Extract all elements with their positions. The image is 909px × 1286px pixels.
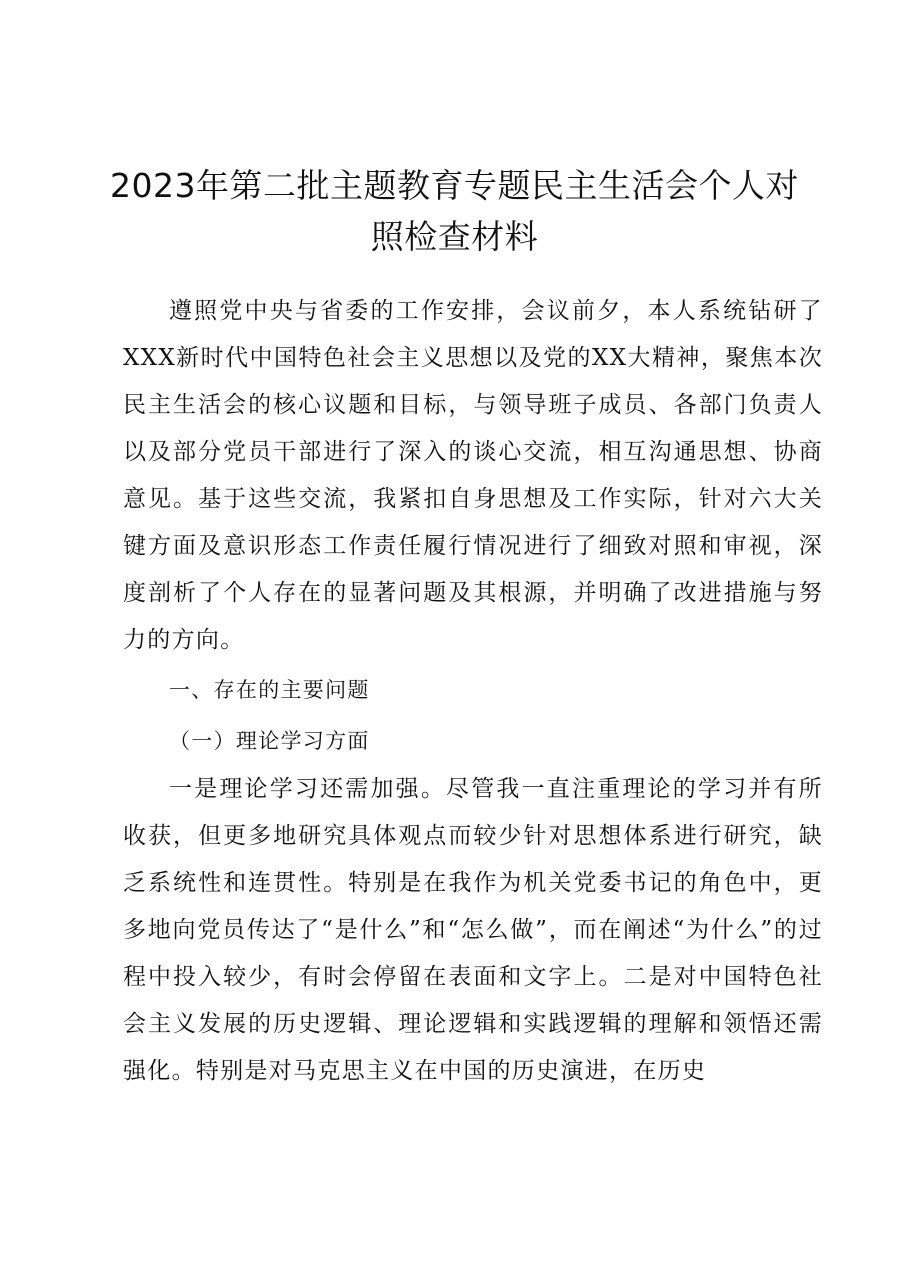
intro-paragraph: 遵照党中央与省委的工作安排，会议前夕，本人系统钻研了XXX新时代中国特色社会主义思想以及党的XX大精神，聚焦本次民主生活会的核心议题和目标，与领导班子成员、各部门负责人以及部分党员干部进行了深入的谈心交流，相互沟通思想、协商意见。基于这些交流，我紧扣自身思想及工作实际，针对六大关键方面及意识形态工作责任履行情况进行了细致对照和审视，深度剖析了个人存在的显著问题及其根源，并明确了改进措施与努力的方向。 xyxy=(123,298,823,653)
section-heading: 一、存在的主要问题 xyxy=(169,678,370,702)
title-line-1: 2023年第二批主题教育专题民主生活会个人对 xyxy=(110,166,799,205)
document-title xyxy=(100,160,809,262)
title-line-2: 照检查材料 xyxy=(370,217,539,256)
subsection-paragraph: 一是理论学习还需加强。尽管我一直注重理论的学习并有所收获，但更多地研究具体观点而较少针对思想体系进行研究，缺乏系统性和连贯性。特别是在我作为机关党委书记的角色中，更多地向党员传达了“是什么”和“怎么做”，而在阐述“为什么”的过程中投入较少，有时会停留在表面和文字上。二是对中国特色社会主义发展的历史逻辑、理论逻辑和实践逻辑的理解和领悟还需强化。特别是对马克思主义在中国的历史演进，在历史 xyxy=(123,776,823,1084)
subsection-heading: （一）理论学习方面 xyxy=(169,729,370,753)
document-body xyxy=(123,288,823,1095)
